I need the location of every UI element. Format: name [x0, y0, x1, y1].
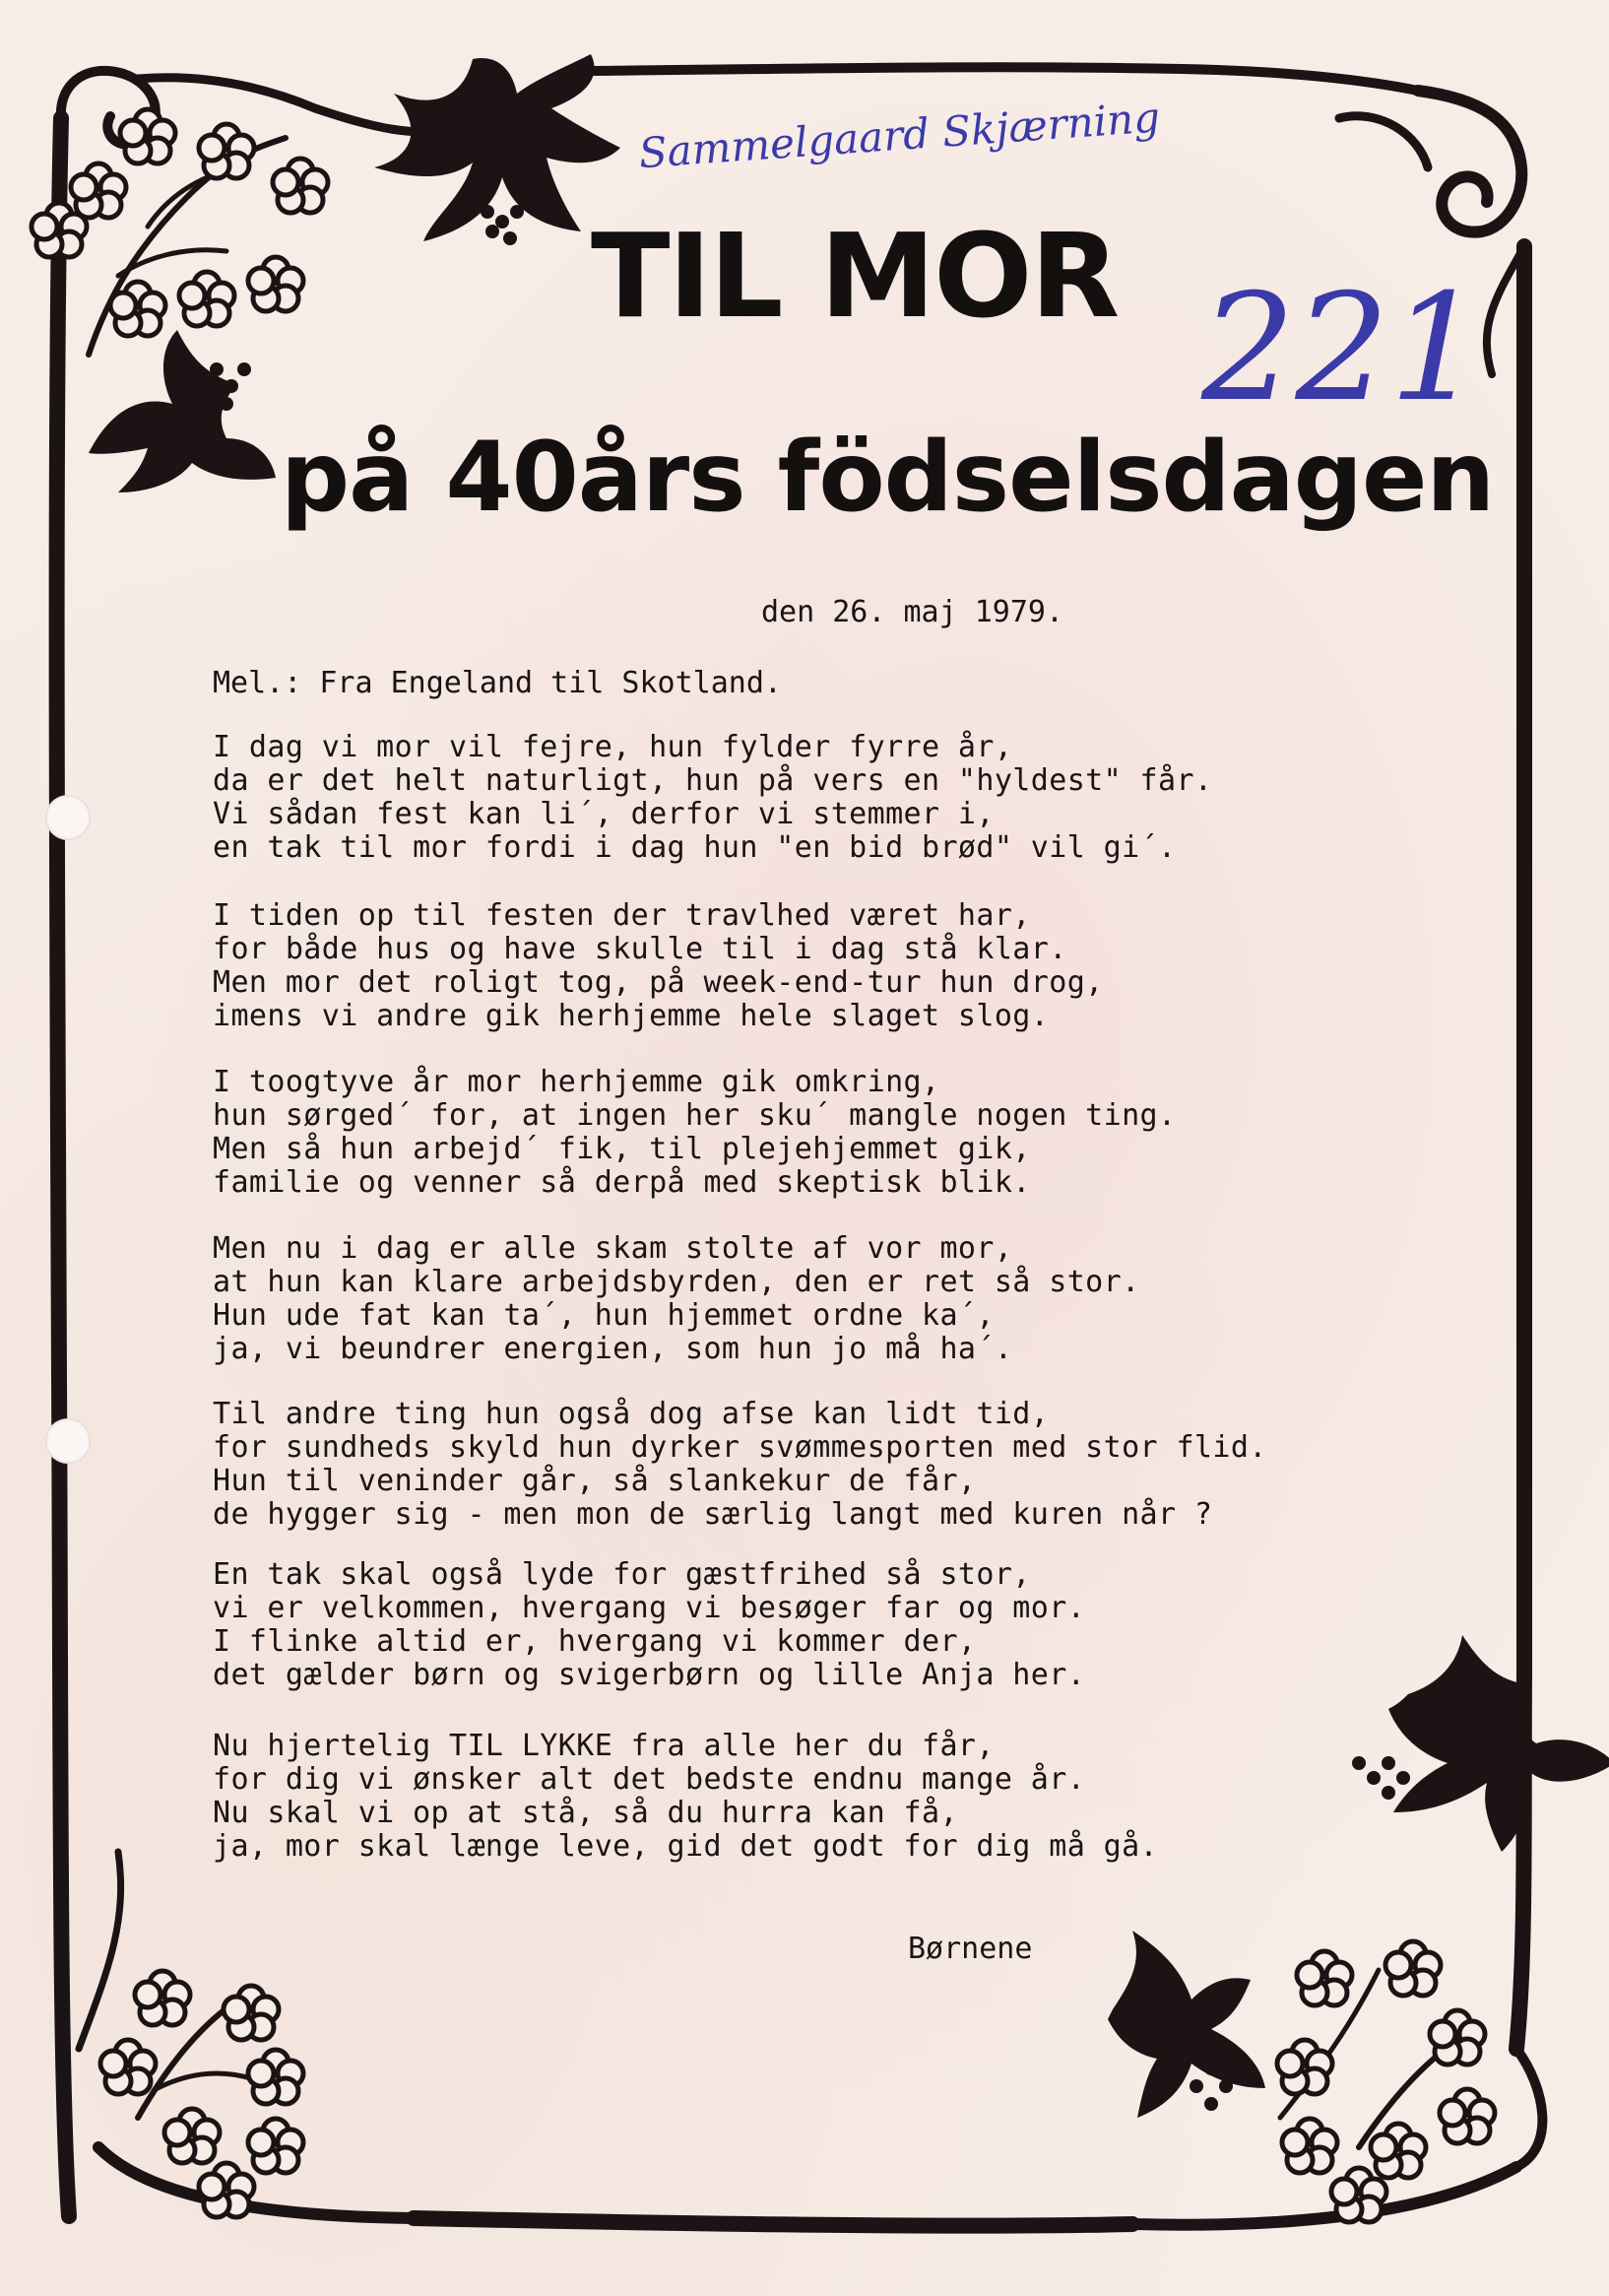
verse-line: Hun til veninder går, så slankekur de får,: [213, 1464, 977, 1498]
document-date: den 26. maj 1979.: [761, 595, 1064, 629]
handwritten-note-text: Sammelgaard Skjærning: [637, 93, 1162, 178]
verse-line: en tak til mor fordi i dag hun "en bid brød" vil gi´.: [213, 830, 1177, 865]
verse-line: at hun kan klare arbejdsbyrden, den er ret så stor.: [213, 1265, 1140, 1299]
stanza-6: [213, 1558, 1394, 1692]
verse-line: Vi sådan fest kan li´, derfor vi stemmer i,: [213, 797, 995, 831]
verse-line: I flinke altid er, hvergang vi kommer der,: [213, 1624, 977, 1659]
verse-line: Til andre ting hun også dog afse kan lidt tid,: [213, 1397, 1050, 1431]
verse-line: imens vi andre gik herhjemme hele slaget slog.: [213, 999, 1050, 1033]
document-title: TIL MOR: [591, 208, 1119, 344]
verse-line: Nu hjertelig TIL LYKKE fra alle her du får,: [213, 1729, 995, 1763]
archive-number-text: 221: [1201, 263, 1484, 434]
verse-line: for sundheds skyld hun dyrker svømmesporten med stor flid.: [213, 1430, 1267, 1465]
document-subtitle: på 40års födselsdagen: [281, 422, 1495, 534]
verse-line: I tiden op til festen der travlhed været har,: [213, 898, 1031, 933]
verse-line: Hun ude fat kan ta´, hun hjemmet ordne ka´,: [213, 1298, 995, 1333]
verse-line: vi er velkommen, hvergang vi besøger far og mor.: [213, 1591, 1086, 1625]
verse-line: Men så hun arbejd´ fik, til plejehjemmet gik,: [213, 1132, 1031, 1166]
verse-line: I toogtyve år mor herhjemme gik omkring,: [213, 1065, 940, 1099]
verse-line: Men nu i dag er alle skam stolte af vor mor,: [213, 1231, 1013, 1266]
verse-line: hun sørged´ for, at ingen her sku´ mangle nogen ting.: [213, 1098, 1177, 1133]
verse-line: for dig vi ønsker alt det bedste endnu mange år.: [213, 1762, 1086, 1797]
punch-hole: [45, 795, 91, 840]
punch-hole: [45, 1418, 91, 1464]
verse-line: familie og venner så derpå med skeptisk blik.: [213, 1165, 1031, 1200]
stanza-3: [213, 1066, 1394, 1200]
stanza-5: [213, 1398, 1394, 1532]
verse-line: Nu skal vi op at stå, så du hurra kan få,: [213, 1796, 958, 1830]
verse-line: ja, vi beundrer energien, som hun jo må ha´.: [213, 1332, 1013, 1366]
signature: Børnene: [908, 1932, 1033, 1966]
verse-line: I dag vi mor vil fejre, hun fylder fyrre år,: [213, 730, 1013, 764]
verse-line: ja, mor skal længe leve, gid det godt for dig må gå.: [213, 1829, 1158, 1864]
verse-line: de hygger sig - men mon de særlig langt med kuren når ?: [213, 1497, 1213, 1532]
stanza-4: [213, 1232, 1394, 1366]
verse-line: det gælder børn og svigerbørn og lille Anja her.: [213, 1658, 1086, 1692]
verse-line: for både hus og have skulle til i dag stå klar.: [213, 932, 1067, 966]
verse-line: Men mor det roligt tog, på week-end-tur hun drog,: [213, 965, 1104, 1000]
melody-line: Mel.: Fra Engeland til Skotland.: [213, 666, 782, 700]
verse-line: da er det helt naturligt, hun på vers en "hyldest" får.: [213, 763, 1213, 798]
verse-line: En tak skal også lyde for gæstfrihed så stor,: [213, 1557, 1031, 1592]
stanza-7: [213, 1730, 1394, 1864]
stanza-1: [213, 731, 1394, 865]
stanza-2: [213, 899, 1394, 1033]
